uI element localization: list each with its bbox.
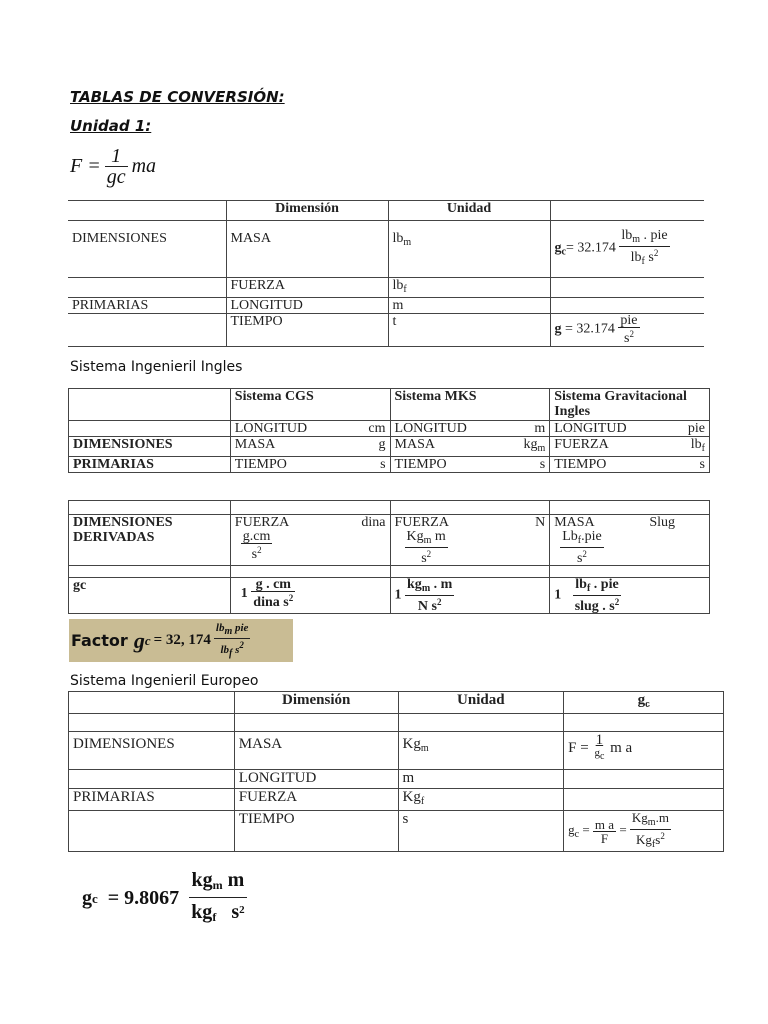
gc-cgs: 1 $\frac{g . cm}{dina s^2}$ (230, 578, 390, 614)
eu-header-gc: $g_c$ (564, 692, 724, 714)
cgs-cm: cm (368, 421, 386, 436)
main-formula: F = $\frac{1}{gc}$ ma (70, 145, 157, 188)
factor-gc-box: Factor g c = 32, 174 $\frac{\text{lbm pie}}{lbf s^2}$ (69, 619, 293, 662)
grav-longitud: LONGITUD (554, 421, 627, 436)
eu-unit-m: m (398, 770, 564, 789)
header-cgs: Sistema CGS (230, 389, 390, 421)
cgs-longitud: LONGITUD (234, 421, 308, 436)
grav-lbf: $lb_f$ (690, 437, 705, 454)
header-dimension: Dimensión (226, 201, 388, 221)
page-title: TABLAS DE CONVERSIÓN: (70, 88, 285, 106)
gc-mks: 1 $\frac{kg_m . m}{N s^2}$ (390, 578, 550, 614)
grav-masa-cell: MASA Slug $\frac{Lb_f.pie}{s^2}$ (550, 515, 710, 566)
mks-tiempo: TIEMPO (394, 457, 447, 472)
unit-m: m (388, 298, 550, 314)
dim-masa: MASA (226, 221, 388, 278)
gc-english-formula: $g_c= 32.174$ $\frac{lb_m . pie}{lb_f s^2}$ (550, 221, 704, 278)
dim-tiempo: TIEMPO (226, 314, 388, 347)
label-dimensiones-derivadas: DIMENSIONES DERIVADAS (69, 515, 231, 566)
header-unit: Unidad (388, 201, 550, 221)
eu-unit-kgf: $Kg_f$ (398, 789, 564, 811)
header-mks: Sistema MKS (390, 389, 550, 421)
label-primarias: PRIMARIAS (72, 298, 149, 313)
mks-s: s (539, 457, 546, 472)
unit-lbm: $lb_m$ (388, 221, 550, 278)
mks-kgm: $kg_m$ (523, 437, 546, 454)
header-gravitacional: Sistema Gravitacional Ingles (550, 389, 710, 421)
grav-fuerza: FUERZA (554, 437, 609, 452)
label-dimensiones-2: DIMENSIONES (69, 437, 231, 457)
table-primary-dimensions (68, 200, 704, 347)
eu-dim-masa: MASA (234, 732, 398, 770)
final-gc-formula: g c = 9.8067 $\frac{kg_m m}{kg_f s^2}$ (82, 869, 245, 924)
eu-header-dimension: Dimensión (234, 692, 398, 714)
cgs-s: s (380, 457, 386, 472)
g-english-formula: g = 32.174 $\frac{\text{pie}}{s^2}$ (550, 314, 704, 347)
unit-t: t (388, 314, 550, 347)
eu-dim-tiempo: TIEMPO (234, 811, 398, 852)
mks-m: m (534, 421, 546, 436)
grav-s: s (699, 457, 705, 472)
caption-europeo: Sistema Ingenieril Europeo (70, 673, 259, 689)
grav-tiempo: TIEMPO (554, 457, 607, 472)
gc-grav: 1 $\frac{lb_f . pie}{slug . s^2}$ (550, 578, 710, 614)
eu-gc-formula: $g_c$ = $\frac{\text{m a}}{F}$ = $\frac{Kg_m.m}{Kg_fs^2}$ (564, 811, 724, 852)
eu-label-dimensiones: DIMENSIONES (69, 732, 235, 770)
eu-unit-kgm: $Kg_m$ (398, 732, 564, 770)
label-primarias-2: PRIMARIAS (69, 457, 231, 473)
eu-dim-longitud: LONGITUD (234, 770, 398, 789)
dim-fuerza: FUERZA (226, 278, 388, 298)
mks-fuerza-cell: FUERZA N $\frac{Kg_m m}{s^2}$ (390, 515, 550, 566)
cgs-masa: MASA (234, 437, 276, 452)
grav-pie: pie (687, 421, 705, 436)
mks-masa: MASA (394, 437, 435, 452)
cgs-fuerza-cell: FUERZA dina $\frac{g.cm}{s^2}$ (230, 515, 390, 566)
cgs-tiempo: TIEMPO (234, 457, 287, 472)
eu-label-primarias: PRIMARIAS (69, 789, 235, 811)
label-gc: gc (69, 578, 231, 614)
caption-ingles: Sistema Ingenieril Ingles (70, 359, 243, 375)
section-subtitle: Unidad 1: (70, 117, 152, 135)
label-dimensiones: DIMENSIONES (72, 231, 167, 246)
table-systems-primary (68, 388, 710, 473)
eu-unit-s: s (398, 811, 564, 852)
table-european (68, 691, 724, 852)
eu-header-unit: Unidad (398, 692, 564, 714)
cgs-g: g (378, 437, 386, 452)
dim-longitud: LONGITUD (226, 298, 388, 314)
table-systems-derived (68, 500, 710, 614)
mks-longitud: LONGITUD (394, 421, 467, 436)
unit-lbf: $lb_f$ (388, 278, 550, 298)
eu-f-formula: F = 1 gc m a (564, 732, 724, 770)
eu-dim-fuerza: FUERZA (234, 789, 398, 811)
